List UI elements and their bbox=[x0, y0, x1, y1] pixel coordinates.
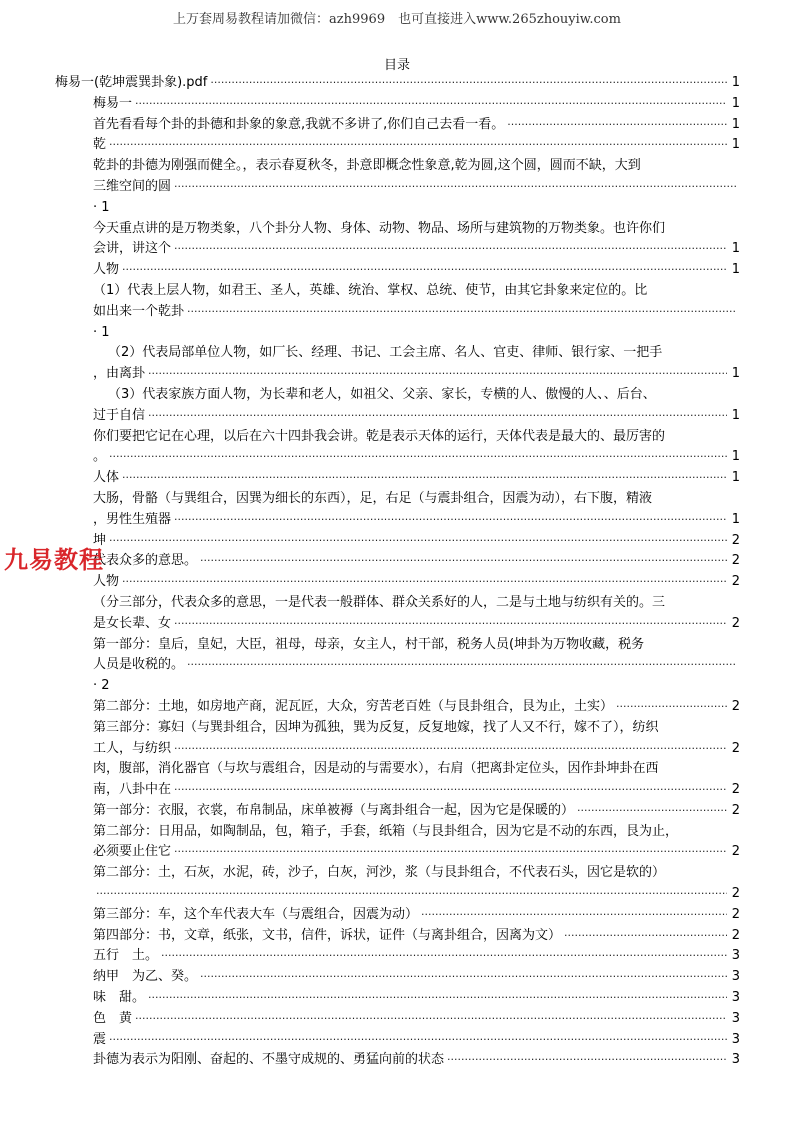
toc-page-number: 1 bbox=[731, 470, 740, 486]
toc-entry[interactable] bbox=[0, 1030, 794, 1051]
toc-page-number: 2 bbox=[731, 886, 740, 902]
leader-dots bbox=[109, 1030, 727, 1051]
toc-page-number: 1 bbox=[731, 75, 740, 90]
leader-dots bbox=[564, 926, 727, 947]
toc-page-number: 1 bbox=[731, 449, 740, 465]
toc-entry[interactable] bbox=[0, 593, 794, 635]
toc-entry-text: 肉，腹部，消化器官（与坎与震组合，因是动的与需要水），右肩（把离卦定位头，因作卦坤卦在西 bbox=[93, 761, 659, 777]
toc-entry-text: 人物 bbox=[93, 262, 120, 278]
toc-entry[interactable] bbox=[0, 946, 794, 967]
toc-entry-text: 必须要止住它 bbox=[93, 844, 172, 860]
leader-dots bbox=[616, 697, 727, 718]
toc-entry-text: 第一部分：皇后，皇妃，大臣，祖母，母亲，女主人，村干部，税务人员(坤卦为万物收藏，税务 bbox=[93, 636, 645, 652]
toc-page-number: · 1 bbox=[93, 199, 110, 215]
toc-page-number: 3 bbox=[731, 1052, 740, 1068]
toc-entry-text: 卦德为表示为阳刚、奋起的、不墨守成规的、勇猛向前的状态 bbox=[93, 1052, 445, 1068]
toc-entry[interactable] bbox=[0, 635, 794, 697]
toc-entry[interactable] bbox=[0, 988, 794, 1009]
toc-entry[interactable] bbox=[0, 572, 794, 593]
toc-entry-text: （分三部分，代表众多的意思，一是代表一般群体、群众关系好的人，二是与土地与纺织有关的。三 bbox=[93, 594, 666, 610]
leader-dots bbox=[122, 260, 727, 281]
toc-entry-text: 是女长辈、女 bbox=[93, 615, 172, 631]
toc-entry-text: 第二部分：日用品，如陶制品，包，箱子，手套，纸箱（与艮卦组合，因为它是不动的东西，艮为止， bbox=[93, 823, 679, 839]
toc-page-number: · 2 bbox=[93, 678, 110, 694]
leader-dots bbox=[161, 946, 727, 967]
toc-entry[interactable] bbox=[0, 73, 794, 94]
leader-dots bbox=[507, 115, 727, 136]
toc-entry-text: 味 甜。 bbox=[93, 990, 146, 1006]
toc-entry[interactable] bbox=[0, 94, 794, 115]
toc-title: 目录 bbox=[383, 58, 410, 73]
toc-entry-text: （3）代表家族方面人物，为长辈和老人，如祖父、父亲、家长，专横的人、傲慢的人、、后台、 bbox=[108, 386, 656, 402]
leader-dots bbox=[109, 135, 727, 156]
leader-dots bbox=[174, 177, 737, 198]
leader-dots bbox=[96, 884, 727, 905]
toc-entry-text: 第四部分：书，文章，纸张，文书，信件，诉状，证件（与离卦组合，因离为文） bbox=[93, 927, 562, 943]
toc-entry-text: 第二部分：土，石灰，水泥，砖，沙子，白灰，河沙，浆（与艮卦组合，不代表石头，因它是软的） bbox=[93, 865, 666, 881]
toc-page-number: 3 bbox=[731, 969, 740, 985]
toc-entry[interactable] bbox=[0, 822, 794, 864]
toc-entry[interactable] bbox=[0, 531, 794, 552]
leader-dots bbox=[210, 73, 727, 94]
toc-entry[interactable] bbox=[0, 551, 794, 572]
leader-dots bbox=[174, 780, 727, 801]
toc-entry[interactable] bbox=[0, 926, 794, 947]
toc-page-number: 2 bbox=[731, 927, 740, 943]
leader-dots bbox=[135, 1009, 727, 1030]
toc-page-number: 2 bbox=[731, 698, 740, 714]
toc-entry-text: 梅易一(乾坤震巽卦象).pdf bbox=[55, 75, 208, 90]
toc-entry[interactable] bbox=[0, 115, 794, 136]
toc-page-number: 2 bbox=[731, 532, 740, 548]
toc-page-number: 1 bbox=[731, 366, 740, 382]
table-of-contents bbox=[0, 73, 794, 1071]
toc-entry-text: 。 bbox=[93, 449, 107, 465]
toc-page-number: 1 bbox=[731, 262, 740, 278]
toc-entry-text: 乾 bbox=[93, 137, 107, 153]
toc-entry[interactable] bbox=[0, 967, 794, 988]
toc-entry-text: 第一部分：衣服，衣裳，布帛制品，床单被褥（与离卦组合一起，因为它是保暖的） bbox=[93, 802, 575, 818]
toc-page-number: 1 bbox=[731, 116, 740, 132]
toc-entry[interactable] bbox=[0, 759, 794, 801]
toc-entry-text: 色 黄 bbox=[93, 1010, 133, 1026]
toc-entry[interactable] bbox=[0, 1050, 794, 1071]
toc-entry[interactable] bbox=[0, 219, 794, 261]
toc-entry-text: 工人，与纺织 bbox=[93, 740, 172, 756]
leader-dots bbox=[148, 364, 727, 385]
leader-dots bbox=[187, 302, 737, 323]
toc-entry-text: 坤 bbox=[93, 532, 107, 548]
toc-entry-text: 第三部分：车，这个车代表大车（与震组合，因震为动） bbox=[93, 906, 419, 922]
toc-entry[interactable] bbox=[0, 156, 794, 218]
leader-dots bbox=[122, 572, 727, 593]
toc-entry[interactable] bbox=[0, 260, 794, 281]
leader-dots bbox=[200, 967, 727, 988]
toc-page-number: 3 bbox=[731, 1010, 740, 1026]
toc-page-number: 2 bbox=[731, 906, 740, 922]
toc-entry[interactable] bbox=[0, 905, 794, 926]
toc-entry-text: 人员是收税的。 bbox=[93, 657, 185, 673]
toc-entry-text: 今天重点讲的是万物类象，八个卦分人物、身体、动物、物品、场所与建筑物的万物类象。也许你们 bbox=[93, 220, 666, 236]
toc-entry-text: 你们要把它记在心理，以后在六十四卦我会讲。乾是表示天体的运行，天体代表是最大的、最厉害的 bbox=[93, 428, 666, 444]
toc-page-number: 2 bbox=[731, 574, 740, 590]
leader-dots bbox=[109, 447, 727, 468]
leader-dots bbox=[174, 739, 727, 760]
toc-entry-text: 五行 土。 bbox=[93, 948, 159, 964]
toc-entry[interactable] bbox=[0, 863, 794, 905]
toc-page-number: 2 bbox=[731, 802, 740, 818]
toc-page-number: 1 bbox=[731, 511, 740, 527]
toc-entry[interactable] bbox=[0, 1009, 794, 1030]
toc-entry-text: ，男性生殖器 bbox=[93, 511, 172, 527]
toc-page-number: 1 bbox=[731, 407, 740, 423]
leader-dots bbox=[174, 614, 727, 635]
toc-entry[interactable] bbox=[0, 135, 794, 156]
toc-entry[interactable] bbox=[0, 468, 794, 489]
toc-entry[interactable] bbox=[0, 385, 794, 427]
leader-dots bbox=[135, 94, 727, 115]
toc-entry-text: 第二部分：土地，如房地产商，泥瓦匠，大众，穷苦老百姓（与艮卦组合，艮为止，土实） bbox=[93, 698, 614, 714]
leader-dots bbox=[148, 988, 727, 1009]
toc-entry-text: 乾卦的卦德为刚强而健全。，表示春夏秋冬，卦意即概念性象意,乾为圆,这个圆，圆而不缺，大到 bbox=[93, 158, 641, 174]
toc-entry-text: 三维空间的圆 bbox=[93, 178, 172, 194]
toc-page-number: 2 bbox=[731, 615, 740, 631]
toc-entry-text: 南，八卦中在 bbox=[93, 782, 172, 798]
leader-dots bbox=[447, 1050, 727, 1071]
toc-page-number: 1 bbox=[731, 95, 740, 111]
toc-entry-text: 梅易一 bbox=[93, 95, 133, 111]
toc-entry-text: （2）代表局部单位人物，如厂长、经理、书记、工会主席、名人、官吏、律师、银行家、一把手 bbox=[108, 345, 663, 361]
toc-entry[interactable] bbox=[0, 281, 794, 343]
toc-entry-text: 会讲，讲这个 bbox=[93, 241, 172, 257]
leader-dots bbox=[109, 531, 727, 552]
leader-dots bbox=[200, 551, 727, 572]
leader-dots bbox=[174, 510, 727, 531]
toc-entry-text: 过于自信 bbox=[93, 407, 146, 423]
toc-page-number: 3 bbox=[731, 948, 740, 964]
toc-entry[interactable] bbox=[0, 718, 794, 760]
toc-entry-text: （1）代表上层人物，如君王、圣人，英雄、统治、掌权、总统、使节，由其它卦象来定位的。比 bbox=[93, 282, 648, 298]
toc-entry-text: 人物 bbox=[93, 574, 120, 590]
toc-entry[interactable] bbox=[0, 697, 794, 718]
toc-entry-text: 大肠，骨骼（与巽组合，因巽为细长的东西），足，右足（与震卦组合，因震为动），右下腹，精液 bbox=[93, 490, 653, 506]
toc-entry-text: 如出来一个乾卦 bbox=[93, 303, 185, 319]
toc-page-number: 2 bbox=[731, 553, 740, 569]
toc-page-number: 1 bbox=[731, 137, 740, 153]
toc-entry-text: 震 bbox=[93, 1031, 107, 1047]
leader-dots bbox=[577, 801, 727, 822]
toc-entry-text: ，由离卦 bbox=[93, 366, 146, 382]
leader-dots bbox=[174, 842, 727, 863]
leader-dots bbox=[148, 406, 727, 427]
toc-page-number: 3 bbox=[731, 990, 740, 1006]
toc-entry[interactable] bbox=[0, 801, 794, 822]
toc-page-number: 1 bbox=[731, 241, 740, 257]
toc-entry-text: 第三部分：寡妇（与巽卦组合，因坤为孤独，巽为反复，反复地嫁，找了人又不行，嫁不了），纺织 bbox=[93, 719, 659, 735]
toc-entry-text: 纳甲 为乙、癸。 bbox=[93, 969, 198, 985]
toc-page-number: 2 bbox=[731, 844, 740, 860]
toc-entry[interactable] bbox=[0, 427, 794, 469]
toc-page-number: 2 bbox=[731, 782, 740, 798]
toc-page-number: 2 bbox=[731, 740, 740, 756]
leader-dots bbox=[174, 239, 727, 260]
toc-entry-text: 代表众多的意思。 bbox=[93, 553, 198, 569]
toc-page-number: · 1 bbox=[93, 324, 110, 340]
page-header: 上万套周易教程请加微信：azh9969 也可直接进入www.265zhouyiw.com bbox=[173, 12, 621, 27]
leader-dots bbox=[421, 905, 727, 926]
leader-dots bbox=[122, 468, 727, 489]
toc-entry-text: 人体 bbox=[93, 470, 120, 486]
toc-page-number: 3 bbox=[731, 1031, 740, 1047]
toc-entry-text: 首先看看每个卦的卦德和卦象的象意,我就不多讲了,你们自己去看一看。 bbox=[93, 116, 505, 132]
toc-entry[interactable] bbox=[0, 489, 794, 531]
toc-entry[interactable] bbox=[0, 343, 794, 385]
leader-dots bbox=[187, 655, 737, 676]
watermark-logo: 九易教程 bbox=[4, 546, 104, 574]
